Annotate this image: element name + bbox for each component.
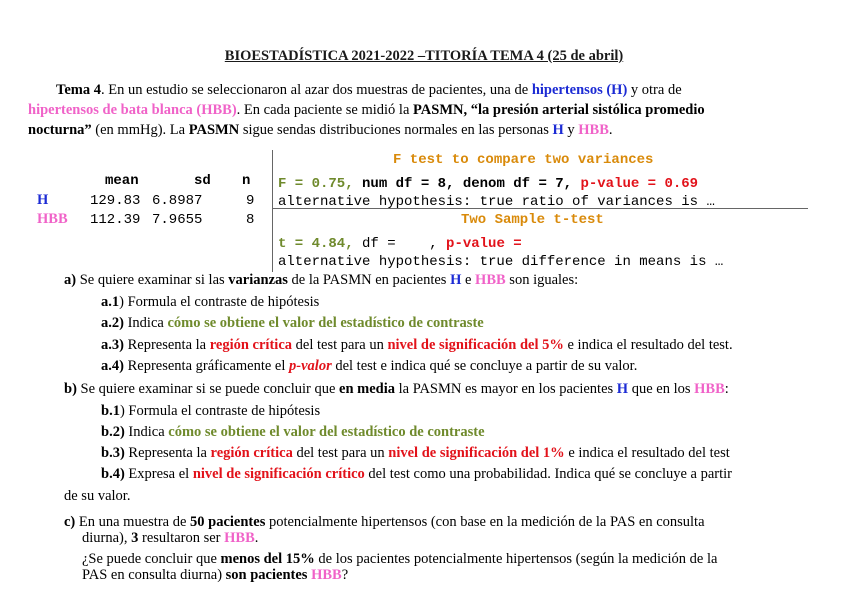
intro-line-2: hipertensos de bata blanca (HBB). En cada paciente se midió la PASMN, “la presión arterial sistólica promedio xyxy=(28,102,705,118)
intro-line-1: Tema 4. En un estudio se seleccionaron al azar dos muestras de pacientes, una de hipertensos (H) y otra de xyxy=(56,82,682,98)
question-b4: b.4) Expresa el nivel de significación crítico del test como una probabilidad. Indica qué se concluye a partir xyxy=(101,466,732,482)
question-c: c) En una muestra de 50 pacientes potencialmente hipertensos (con base en la medición de la PAS en consulta xyxy=(64,514,705,530)
question-a4: a.4) Representa gráficamente el p-valor del test e indica qué se concluye a partir de su valor. xyxy=(101,358,638,374)
row-h-sd: 6.8987 xyxy=(152,193,203,209)
bata-blanca-label: hipertensos de bata blanca (HBB) xyxy=(28,102,237,118)
question-a2: a.2) Indica cómo se obtiene el valor del estadístico de contraste xyxy=(101,315,484,331)
tema-label: Tema 4 xyxy=(56,82,101,98)
ttest-heading: Two Sample t-test xyxy=(461,212,604,228)
intro-line-3: nocturna” (en mmHg). La PASMN sigue sendas distribuciones normales en las personas H y HBB. xyxy=(28,122,613,138)
ftest-alternative: alternative hypothesis: true ratio of variances is … xyxy=(278,194,715,210)
question-c-line-3: ¿Se puede concluir que menos del 15% de los pacientes potencialmente hipertensos (según la medición de la xyxy=(82,551,718,567)
hipertensos-label: hipertensos (H) xyxy=(531,82,628,98)
question-b1: b.1) Formula el contraste de hipótesis xyxy=(101,403,321,419)
question-b4-continued: de su valor. xyxy=(64,488,131,504)
row-hbb-sd: 7.9655 xyxy=(152,212,203,228)
col-header-n: n xyxy=(242,173,251,189)
vertical-divider xyxy=(272,150,273,272)
row-h-mean: 129.83 xyxy=(90,193,141,209)
page-title: BIOESTADÍSTICA 2021-2022 –TITORÍA TEMA 4 (25 de abril) xyxy=(224,48,624,64)
col-header-mean: mean xyxy=(105,173,139,189)
row-group-hbb: HBB xyxy=(37,211,68,227)
question-c-line-2: diurna), 3 resultaron ser HBB. xyxy=(82,530,259,546)
ttest-stat-line: t = 4.84, df = , p-value = xyxy=(278,236,522,252)
row-hbb-n: 8 xyxy=(246,212,255,228)
question-a1: a.1) Formula el contraste de hipótesis xyxy=(101,294,320,310)
ftest-heading: F test to compare two variances xyxy=(393,152,654,168)
col-header-sd: sd xyxy=(194,173,211,189)
question-b3: b.3) Representa la región crítica del test para un nivel de significación del 1% e indica el resultado del test xyxy=(101,445,730,461)
question-b2: b.2) Indica cómo se obtiene el valor del estadístico de contraste xyxy=(101,424,485,440)
row-h-n: 9 xyxy=(246,193,255,209)
row-hbb-mean: 112.39 xyxy=(90,212,141,228)
question-b: b) Se quiere examinar si se puede concluir que en media la PASMN es mayor en los pacientes H que en los HBB: xyxy=(64,381,729,397)
ttest-alternative: alternative hypothesis: true difference in means is … xyxy=(278,254,724,270)
question-c-line-4: PAS en consulta diurna) son pacientes HBB? xyxy=(82,567,349,583)
ftest-stat-line: F = 0.75, num df = 8, denom df = 7, p-value = 0.69 xyxy=(278,176,699,192)
row-group-h: H xyxy=(37,192,49,208)
question-a: a) Se quiere examinar si las varianzas de la PASMN en pacientes H e HBB son iguales: xyxy=(64,272,579,288)
question-a3: a.3) Representa la región crítica del test para un nivel de significación del 5% e indica el resultado del test. xyxy=(101,337,733,353)
